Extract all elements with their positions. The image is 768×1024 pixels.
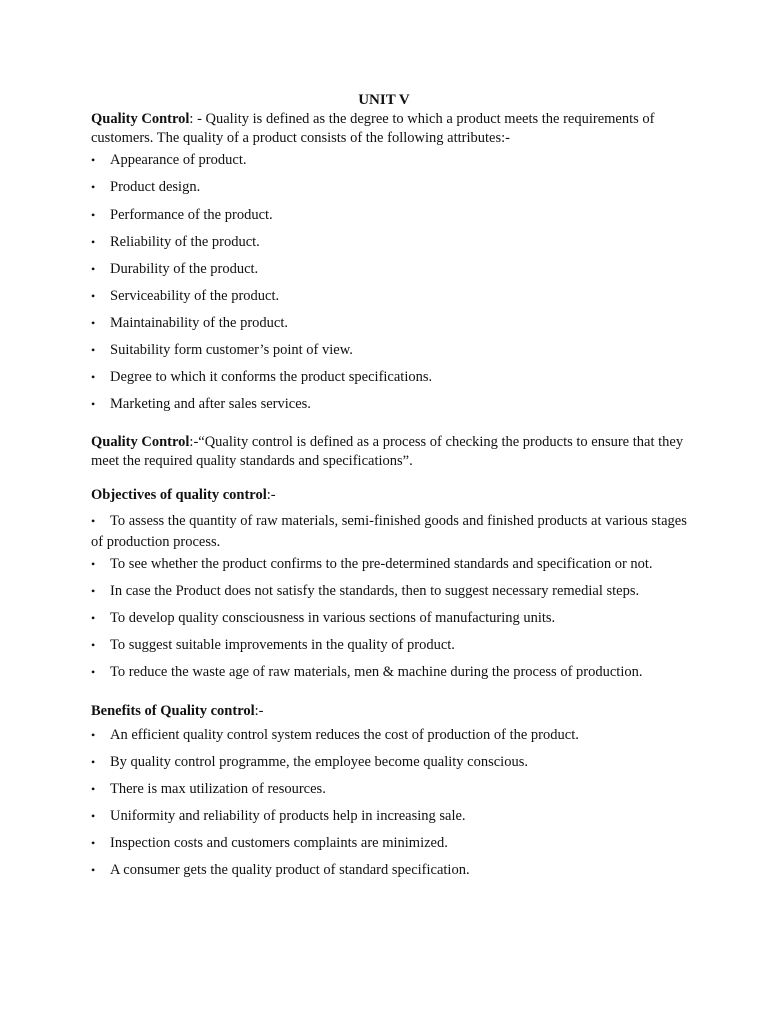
list-item: • To see whether the product confirms to the pre-determined standards and specification or not. bbox=[91, 556, 653, 572]
definition-term: Quality Control bbox=[91, 434, 190, 450]
bullet-icon: • bbox=[91, 208, 96, 222]
list-item: • To suggest suitable improvements in the quality of product. bbox=[91, 637, 455, 653]
bullet-icon: • bbox=[91, 863, 96, 877]
bullet-icon: • bbox=[91, 180, 96, 194]
list-item: • Product design. bbox=[91, 179, 201, 195]
list-item: • Degree to which it conforms the product specifications. bbox=[91, 369, 433, 385]
bullet-icon: • bbox=[91, 638, 96, 652]
bullet-icon: • bbox=[91, 397, 96, 411]
objectives-heading: Objectives of quality control:- bbox=[91, 487, 276, 503]
list-item: • Appearance of product. bbox=[91, 152, 247, 168]
bullet-icon: • bbox=[91, 343, 96, 357]
list-item: • Uniformity and reliability of products help in increasing sale. bbox=[91, 808, 466, 824]
page-title: UNIT V bbox=[358, 92, 410, 108]
bullet-icon: • bbox=[91, 665, 96, 679]
list-item: • To develop quality consciousness in various sections of manufacturing units. bbox=[91, 610, 556, 626]
bullet-icon: • bbox=[91, 809, 96, 823]
bullet-icon: • bbox=[91, 836, 96, 850]
bullet-icon: • bbox=[91, 611, 96, 625]
intro-term: Quality Control bbox=[91, 111, 190, 127]
list-item: • Inspection costs and customers complaints are minimized. bbox=[91, 835, 448, 851]
bullet-icon: • bbox=[91, 289, 96, 303]
list-item: • Marketing and after sales services. bbox=[91, 396, 311, 412]
list-item: • A consumer gets the quality product of standard specification. bbox=[91, 862, 470, 878]
list-item: • There is max utilization of resources. bbox=[91, 781, 326, 797]
definition-text: :-“Quality control is defined as a process of checking the products to ensure that they meet the required quality standards and specifications”. bbox=[91, 434, 684, 469]
intro-text: : - Quality is defined as the degree to which a product meets the requirements of customers. The quality of a product consists of the following attributes:- bbox=[91, 111, 655, 146]
list-item: • Suitability form customer’s point of view. bbox=[91, 342, 353, 358]
bullet-icon: • bbox=[91, 584, 96, 598]
intro-paragraph bbox=[91, 110, 691, 148]
bullet-icon: • bbox=[91, 316, 96, 330]
bullet-icon: • bbox=[91, 557, 96, 571]
list-item: • Maintainability of the product. bbox=[91, 315, 288, 331]
list-item: • To reduce the waste age of raw materials, men & machine during the process of production. bbox=[91, 664, 643, 680]
bullet-icon: • bbox=[91, 728, 96, 742]
bullet-icon: • bbox=[91, 262, 96, 276]
list-item: • Durability of the product. bbox=[91, 261, 259, 277]
bullet-icon: • bbox=[91, 235, 96, 249]
list-item: • Performance of the product. bbox=[91, 207, 273, 223]
bullet-icon: • bbox=[91, 370, 96, 384]
list-item: • To assess the quantity of raw materials, semi-finished goods and finished products at various stages of production process. bbox=[91, 513, 687, 550]
list-item: • In case the Product does not satisfy the standards, then to suggest necessary remedial steps. bbox=[91, 583, 640, 599]
bullet-icon: • bbox=[91, 782, 96, 796]
bullet-icon: • bbox=[91, 514, 96, 528]
bullet-icon: • bbox=[91, 755, 96, 769]
list-item: • Reliability of the product. bbox=[91, 234, 260, 250]
benefits-heading: Benefits of Quality control:- bbox=[91, 703, 264, 719]
list-item: • Serviceability of the product. bbox=[91, 288, 280, 304]
bullet-icon: • bbox=[91, 153, 96, 167]
list-item: • By quality control programme, the employee become quality conscious. bbox=[91, 754, 528, 770]
list-item: • An efficient quality control system reduces the cost of production of the product. bbox=[91, 727, 579, 743]
definition-paragraph bbox=[91, 433, 691, 471]
